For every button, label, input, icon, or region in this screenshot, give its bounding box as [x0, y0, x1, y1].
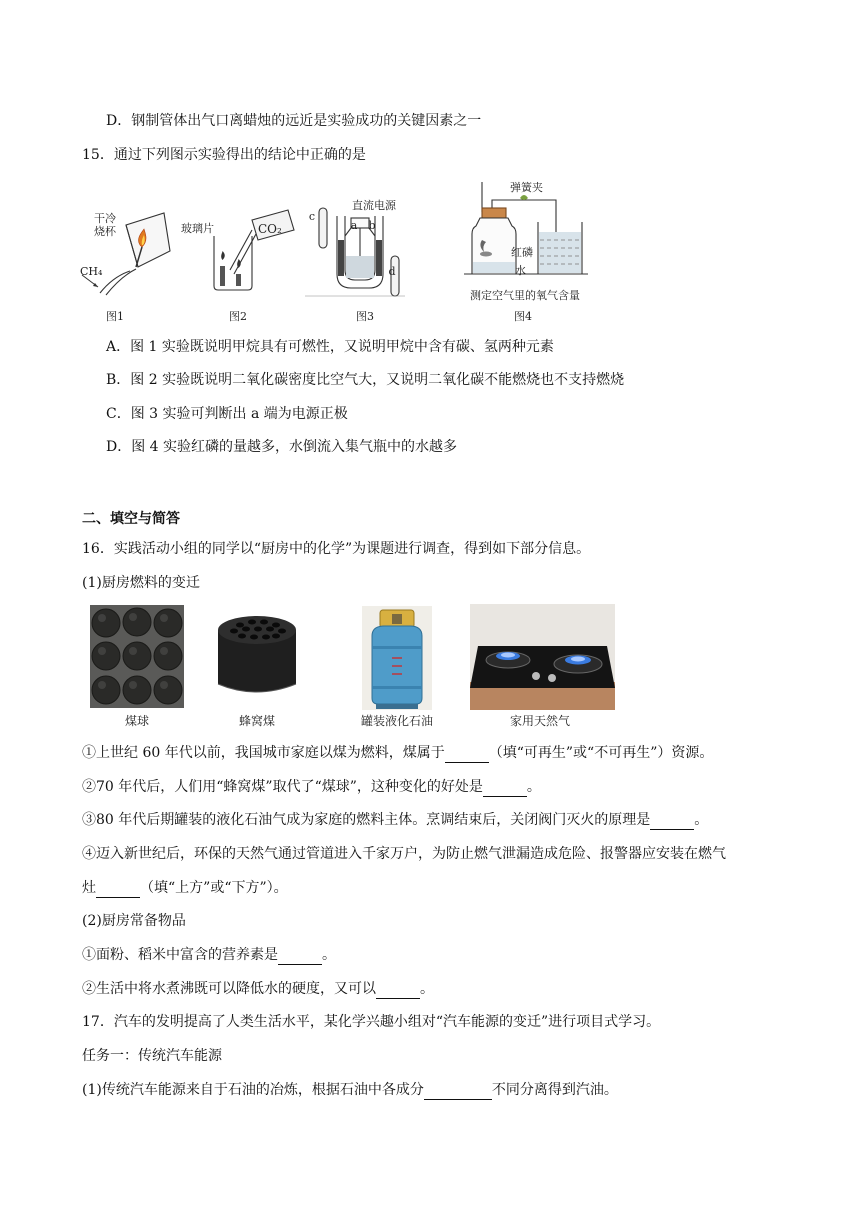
q16-q1-tail: （填“可再生”或“不可再生”）资源。: [488, 745, 714, 761]
coal-balls-photo: [90, 605, 184, 708]
figure-4-title: 测定空气里的氧气含量: [470, 289, 580, 302]
figure-3-label-c: c: [308, 210, 316, 223]
section-heading: 二、填空与简答: [82, 511, 180, 527]
q16-q2-text: ②70 年代后，人们用“蜂窝煤”取代了“煤球”，这种变化的好处是: [82, 779, 483, 795]
figure-1-caption: 图1: [106, 310, 124, 323]
gas-stove-photo: [470, 604, 615, 710]
q16-q5-text: ①面粉、稻米中富含的营养素是: [82, 947, 278, 963]
figure-3-label-a: a: [350, 219, 358, 232]
answer-blank[interactable]: [96, 883, 140, 898]
answer-blank[interactable]: [424, 1085, 492, 1100]
q17-question-1: [82, 1080, 618, 1100]
q16-q5-tail: 。: [322, 947, 336, 963]
lpg-cylinder-photo: [362, 606, 432, 710]
q15-option-a: A．图 1 实验既说明甲烷具有可燃性，又说明甲烷中含有碳、氢两种元素: [106, 339, 554, 355]
figure-2-label-gas: CO₂: [258, 222, 282, 236]
q16-question-1: [82, 743, 713, 763]
q16-question-4-line1: ④迈入新世纪后，环保的天然气通过管道进入千家万户，为防止燃气泄漏造成危险、报警器应安装在燃气: [82, 846, 726, 862]
honeycomb-coal-photo: [212, 610, 302, 702]
q16-question-4-line2: [82, 878, 288, 898]
photo-4-caption: 家用天然气: [509, 714, 570, 728]
figure-4-label-p: 红磷: [511, 246, 533, 259]
q16-question-6: [82, 979, 434, 999]
q16-q1-text: ①上世纪 60 年代以前，我国城市家庭以煤为燃料，煤属于: [82, 745, 445, 761]
q16-q6-text: ②生活中将水煮沸既可以降低水的硬度，又可以: [82, 981, 376, 997]
q16-part2-title: (2)厨房常备物品: [82, 913, 186, 929]
q15-stem: 15．通过下列图示实验得出的结论中正确的是: [82, 147, 366, 163]
figure-2-co2-candles: [180, 200, 300, 300]
photo-1-caption: 煤球: [124, 714, 149, 728]
figure-4-label-clip: 弹簧夹: [510, 181, 543, 194]
q15-option-c: C．图 3 实验可判断出 a 端为电源正极: [106, 406, 348, 422]
answer-blank[interactable]: [376, 984, 420, 999]
figure-1-label-cup-line2: 烧杯: [94, 225, 116, 238]
q15-option-b: B．图 2 实验既说明二氧化碳密度比空气大，又说明二氧化碳不能燃烧也不支持燃烧: [106, 372, 625, 388]
figure-3-label-d: d: [388, 265, 396, 278]
q16-stem: 16．实践活动小组的同学以“厨房中的化学”为课题进行调查，得到如下部分信息。: [82, 541, 591, 557]
figure-3-caption: 图3: [356, 310, 374, 323]
q16-question-3: [82, 810, 708, 830]
q17-q1-tail: 不同分离得到汽油。: [491, 1082, 618, 1098]
answer-blank[interactable]: [278, 950, 322, 965]
figure-1-label-gas: CH₄: [80, 265, 103, 278]
figure-4-label-water: 水: [515, 264, 526, 277]
q16-q4-text: 灶: [82, 880, 96, 896]
figure-4-caption: 图4: [514, 310, 532, 323]
photo-2-caption: 蜂窝煤: [238, 714, 275, 728]
answer-blank[interactable]: [445, 748, 489, 763]
q16-question-2: [82, 777, 541, 797]
photo-3-caption: 罐装液化石油: [360, 714, 433, 728]
figure-3-label-power: 直流电源: [352, 199, 396, 212]
figure-1-label-cup-line1: 干冷: [94, 212, 116, 225]
figure-1-methane-burning: [78, 205, 178, 300]
q17-task1: 任务一：传统汽车能源: [82, 1048, 222, 1064]
answer-blank[interactable]: [483, 782, 527, 797]
figure-2-label-glass: 玻璃片: [181, 222, 214, 235]
q16-q6-tail: 。: [420, 981, 434, 997]
q16-q3-text: ③80 年代后期罐装的液化石油气成为家庭的燃料主体。烹调结束后，关闭阀门灭火的原理是: [82, 812, 651, 828]
answer-blank[interactable]: [650, 815, 694, 830]
q16-q4-tail: （填“上方”或“下方”）。: [140, 880, 288, 896]
q16-q2-tail: 。: [526, 779, 541, 795]
figure-3-label-b: b: [368, 219, 376, 232]
figure-2-caption: 图2: [229, 310, 247, 323]
q15-option-d: D．图 4 实验红磷的量越多，水倒流入集气瓶中的水越多: [106, 439, 458, 455]
q14-option-d: D．钢制管体出气口离蜡烛的远近是实验成功的关键因素之一: [106, 113, 482, 129]
q16-question-5: [82, 945, 336, 965]
q17-q1-text: (1)传统汽车能源来自于石油的冶炼，根据石油中各成分: [82, 1082, 424, 1098]
q16-q3-tail: 。: [694, 812, 709, 828]
q16-part1-title: (1)厨房燃料的变迁: [82, 575, 200, 591]
q17-stem: 17．汽车的发明提高了人类生活水平，某化学兴趣小组对“汽车能源的变迁”进行项目式学习。: [82, 1014, 661, 1030]
